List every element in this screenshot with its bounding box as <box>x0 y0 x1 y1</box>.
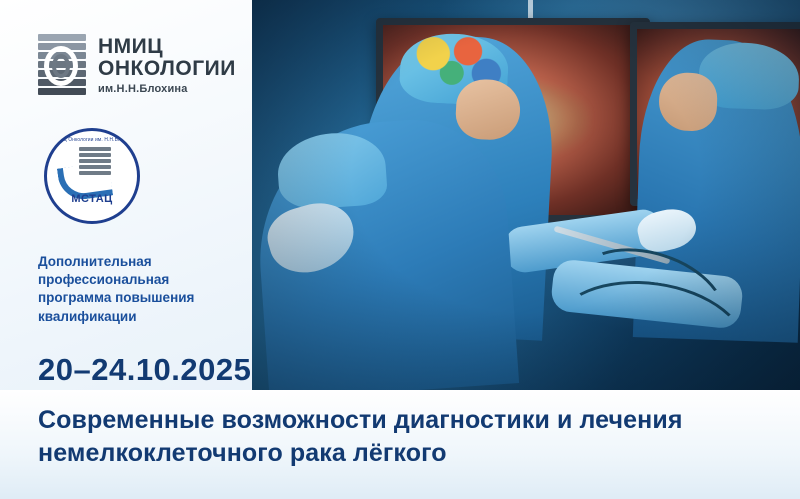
program-kicker: Дополнительная профессиональная программа повышения квалификации <box>38 254 195 324</box>
left-column <box>0 0 252 390</box>
logo-line-3: им.Н.Н.Блохина <box>98 83 188 96</box>
logo-line-2: ОНКОЛОГИИ <box>98 57 236 81</box>
logo-line-1: НМИЦ <box>98 35 164 58</box>
emblem-ring-text: МСТАЦ Онкологии им. Н.Н.Блохина <box>49 137 135 143</box>
event-dates: 20–24.10.2025 <box>38 352 252 387</box>
organization-logo <box>38 34 236 96</box>
title-bar <box>0 390 800 499</box>
nmic-stack-logo-icon <box>38 34 86 96</box>
emblem-caption: МСТАЦ <box>71 193 113 205</box>
course-title: Современные возможности диагностики и лечения немелкоклеточного рака лёгкого <box>38 406 683 467</box>
mstac-round-emblem-icon <box>44 128 140 224</box>
emblem-inner-graphic <box>55 145 129 199</box>
organization-logo-text <box>98 34 236 95</box>
operating-room-photo <box>252 0 800 390</box>
photo-vignette <box>252 0 800 390</box>
